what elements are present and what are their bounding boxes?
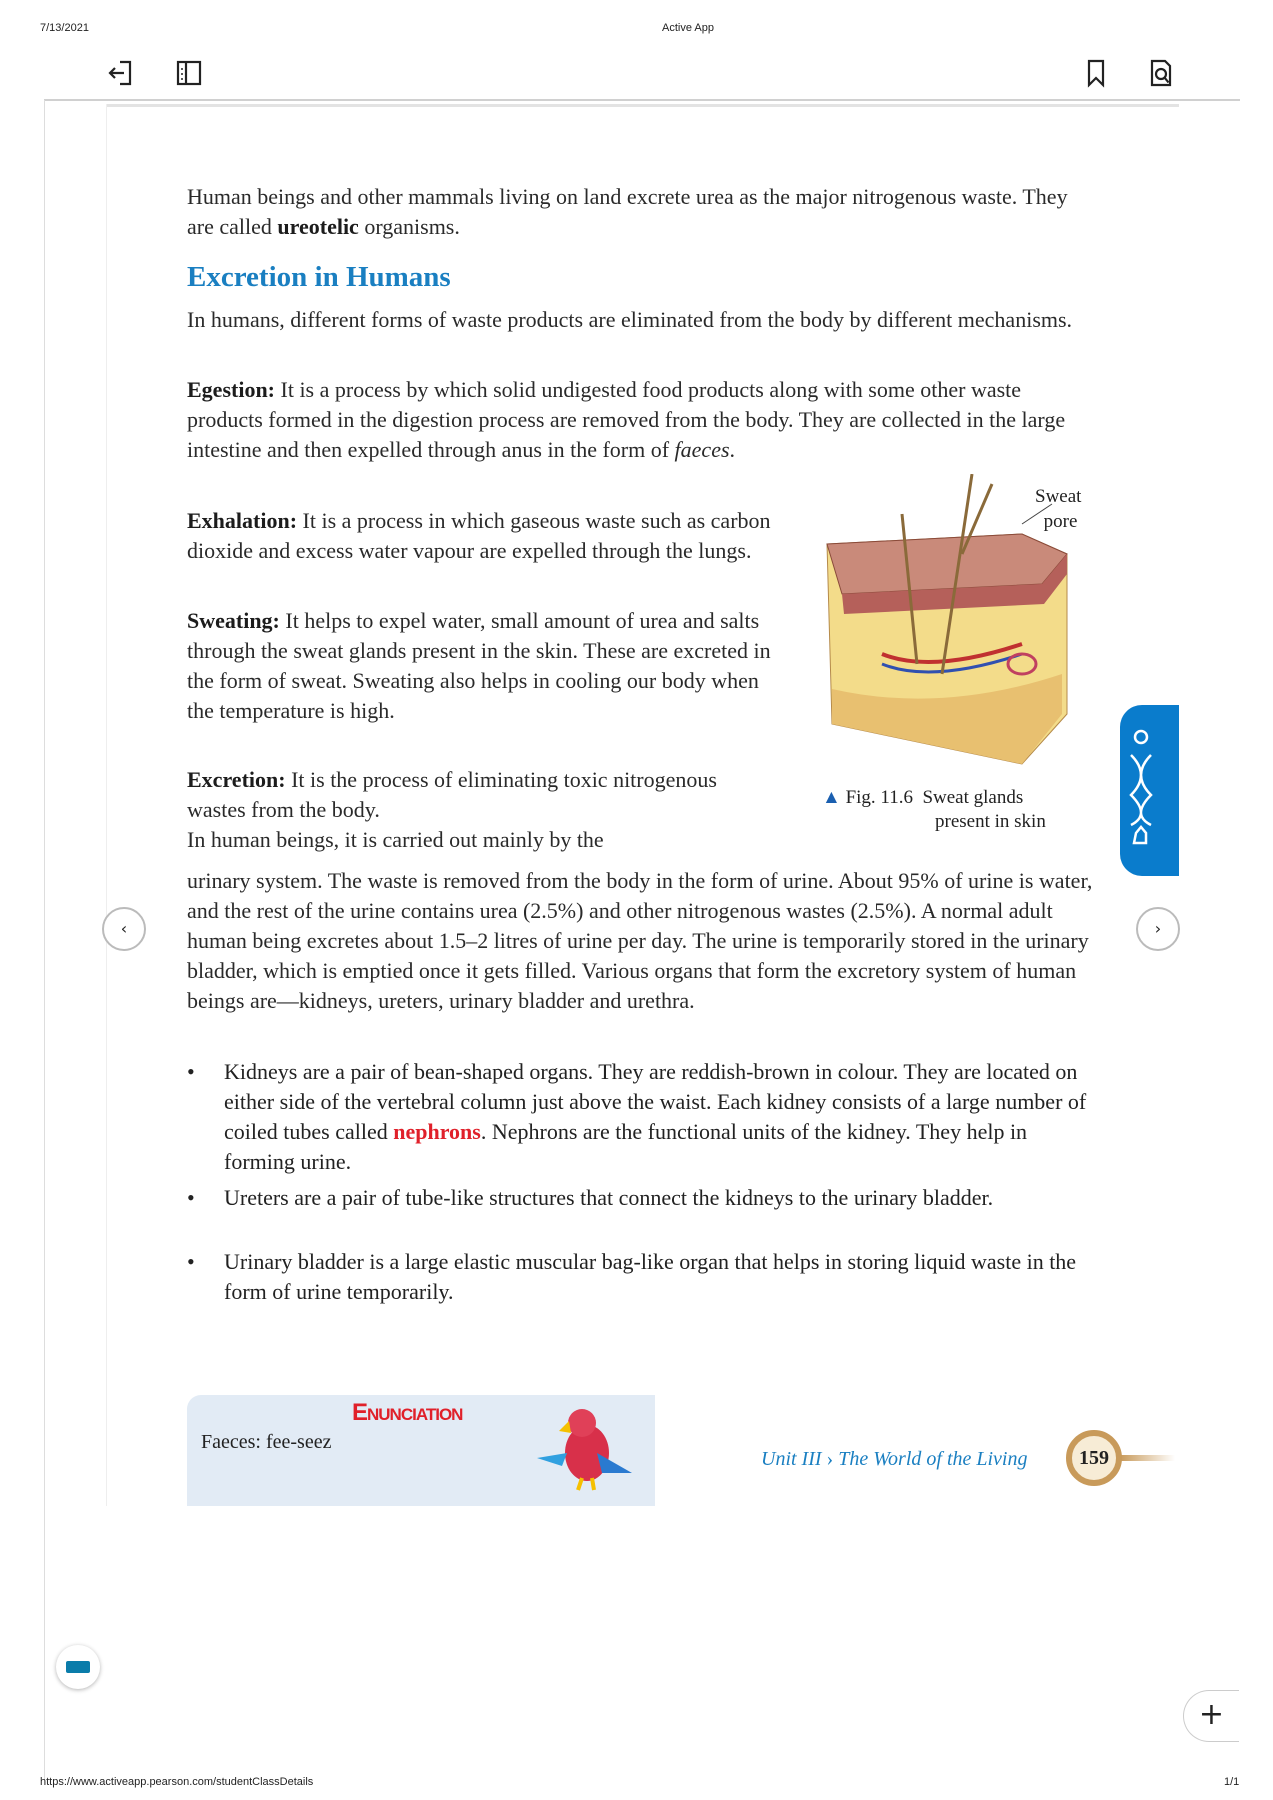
- sweat-pore-label: Sweat pore: [1035, 486, 1082, 532]
- bullet-ureters: • Ureters are a pair of tube-like structures that connect the kidneys to the urinary bladder.: [187, 1183, 1093, 1213]
- side-resources-tab[interactable]: [1120, 705, 1179, 876]
- humans-paragraph: In humans, different forms of waste products are eliminated from the body by different mechanisms.: [187, 307, 1073, 332]
- enunciation-text: Faeces: fee-seez: [201, 1431, 332, 1453]
- urinary-paragraph: urinary system. The waste is removed from the body in the form of urine. About 95% of urine is water, and the rest of the urine contains urea (2.5%) and other nitrogenous wastes (2.5%). A normal adult human being excretes about 1.5–2 litres of urine per day. The urine is temporarily stored in the urinary bladder, which is emptied once it gets filled. Various organs that form the excretory system of human beings are—kidneys, ureters, urinary bladder and urethra.: [187, 868, 1093, 1013]
- exhalation-paragraph: Exhalation: It is a process in which gaseous waste such as carbon dioxide and excess water vapour are expelled through the lungs.: [187, 508, 771, 563]
- page-top-border: [106, 104, 1179, 107]
- notes-icon: [66, 1661, 90, 1673]
- enunciation-title: Enunciation: [352, 1399, 463, 1426]
- previous-page-button[interactable]: ‹: [102, 907, 146, 951]
- section-heading: Excretion in Humans: [187, 261, 451, 293]
- bullet-bladder: • Urinary bladder is a large elastic muscular bag-like organ that helps in storing liquid waste in the form of urine temporarily.: [187, 1247, 1093, 1307]
- page-number-badge: 159: [1066, 1430, 1122, 1486]
- enunciation-box: [187, 1395, 655, 1506]
- search-document-icon[interactable]: [1146, 58, 1176, 88]
- toolbar-divider: [44, 99, 1240, 101]
- print-date: 7/13/2021: [40, 22, 89, 34]
- sweating-paragraph: Sweating: It helps to expel water, small amount of urea and salts through the sweat glands present in the skin. These are excreted in the form of sweat. Sweating also helps in cooling our body when the temperature is high.: [187, 608, 771, 723]
- print-page: 1/1: [1224, 1776, 1240, 1788]
- bookmark-icon[interactable]: [1081, 58, 1111, 88]
- next-page-button[interactable]: ›: [1136, 907, 1180, 951]
- intro-paragraph: Human beings and other mammals living on land excrete urea as the major nitrogenous waste. They are called ureotelic organisms.: [187, 184, 1068, 239]
- page-footer-unit: Unit III › The World of the Living: [761, 1448, 1028, 1470]
- add-button[interactable]: +: [1183, 1690, 1239, 1742]
- notes-button[interactable]: [56, 1645, 100, 1689]
- page-left-border: [106, 104, 107, 1506]
- excretion-paragraph: Excretion: It is the process of eliminating toxic nitrogenous wastes from the body. In human beings, it is carried out mainly by the: [187, 767, 717, 852]
- science-resources-icon: [1126, 725, 1166, 855]
- egestion-paragraph: Egestion: It is a process by which solid undigested food products along with some other waste products formed in the digestion process are removed from the body. They are collected in the large intestine and then expelled through anus in the form of faeces.: [187, 377, 1066, 462]
- print-title: Active App: [662, 22, 714, 34]
- page-number-streak: [1120, 1455, 1175, 1461]
- sidebar-toggle-icon[interactable]: [174, 58, 204, 88]
- exit-icon[interactable]: [108, 58, 138, 88]
- figure-caption: ▲ Fig. 11.6 Sweat glands present in skin: [822, 787, 1046, 832]
- sweat-gland-figure: [822, 474, 1102, 844]
- viewer-left-border: [44, 100, 45, 1780]
- print-url: https://www.activeapp.pearson.com/studentClassDetails: [40, 1776, 314, 1788]
- bullet-kidneys: • Kidneys are a pair of bean-shaped organs. They are reddish-brown in colour. They are located on either side of the vertebral column just above the waist. Each kidney consists of a large number of coiled tubes called nephrons. Nephrons are the functional units of the kidney. They help in forming urine.: [187, 1057, 1093, 1177]
- parrot-illustration: [527, 1403, 637, 1493]
